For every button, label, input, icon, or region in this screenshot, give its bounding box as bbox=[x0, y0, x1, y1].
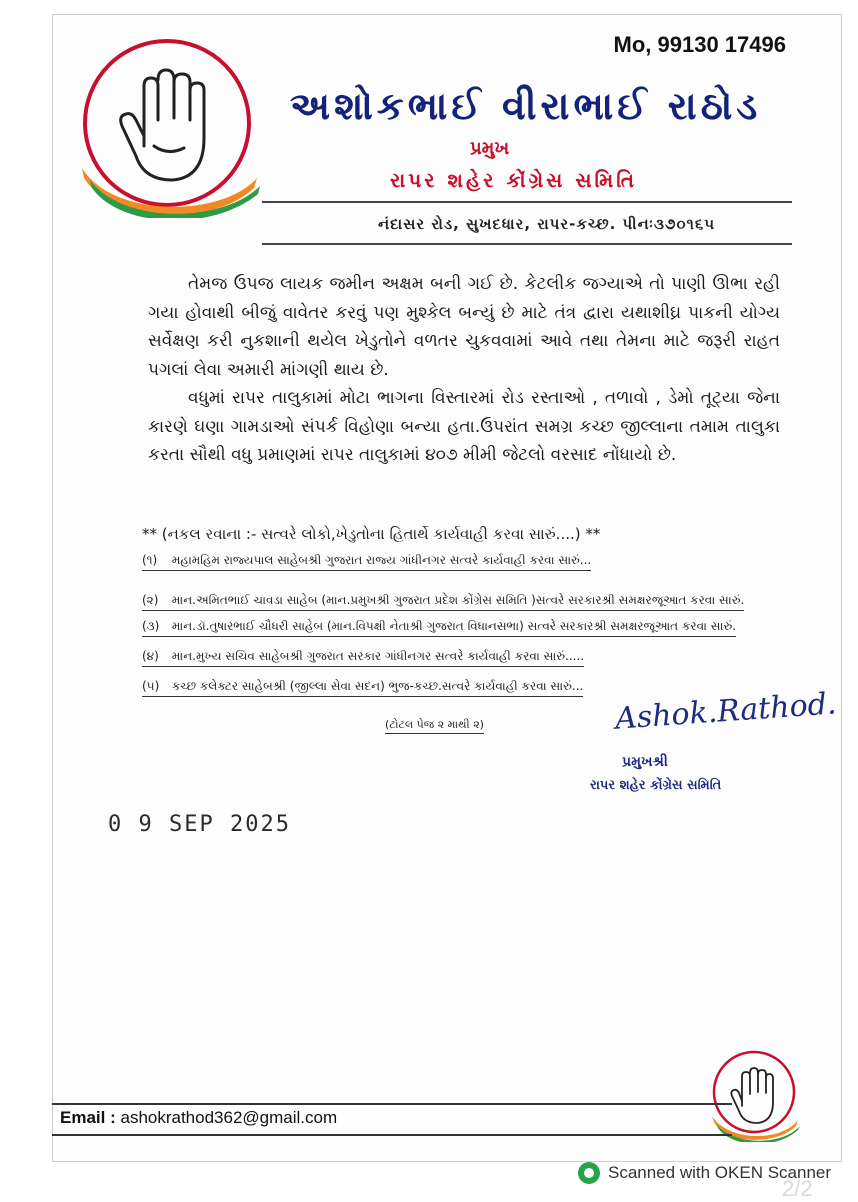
body-paragraph-1: તેમજ ઉપજ લાયક જમીન અક્ષમ બની ગઈ છે. કેટલીક જગ્યાએ તો પાણી ઊભા રહી ગયા હોવાથી બીજું વાવેતર કરવું પણ મુશ્કેલ બન્યું છે માટે તંત્ર દ્વારા યથાશીઘ્ર પાકની યોગ્ય સર્વેક્ષણ કરી નુકશાની થયેલ ખેડુતોને વળતર ચુકવવામાં આવે તથા તેમના માટે જરૂરી રાહત પગલાં લેવા અમારી માંગણી થાય છે. bbox=[148, 274, 780, 380]
cc-item-number: (૧) bbox=[142, 553, 158, 567]
cc-item-number: (૩) bbox=[142, 619, 160, 633]
cc-item-text: કચ્છ કલેક્ટર સાહેબશ્રી (જીલ્લા સેવા સદન) ભુજ-કચ્છ.સત્વરે કાર્યવાહી કરવા સારું... bbox=[171, 679, 584, 693]
cc-item-number: (૫) bbox=[142, 679, 160, 693]
oken-scanner-icon bbox=[578, 1162, 600, 1184]
cc-item-4 bbox=[142, 649, 584, 667]
signatory-title: પ્રમુખશ્રી bbox=[622, 754, 668, 770]
scanner-text: Scanned with OKEN Scanner bbox=[608, 1163, 832, 1182]
cc-item-text: માન.ડૉ.તુષારભાઈ ચૌધરી સાહેબ (માન.વિપક્ષી નેતાશ્રી ગુજરાત વિધાનસભા) સત્વરે સરકારશ્રી સમક્ષરજૂઆત કરવા સારું. bbox=[171, 619, 737, 633]
cc-item-text: માન.મુખ્ય સચિવ સાહેબશ્રી ગુજરાત સરકાર ગાંધીનગર સત્વરે કાર્યવાહી કરવા સારું..... bbox=[171, 649, 585, 663]
signatory-organization: રાપર શહેર કોંગ્રેસ સમિતિ bbox=[590, 778, 722, 793]
congress-hand-logo-icon bbox=[72, 28, 262, 218]
divider bbox=[262, 201, 792, 203]
page-count: 2/2 bbox=[782, 1176, 813, 1201]
cc-item-text: માન.અમિતભાઈ ચાવડા સાહેબ (માન.પ્રમુખશ્રી ગુજરાત પ્રદેશ કોંગ્રેસ સમિતિ )સત્વરે સરકારશ્રી સમક્ષરજૂઆત કરવા સારું. bbox=[171, 593, 745, 607]
cc-item-1 bbox=[142, 553, 591, 571]
cc-item-number: (૪) bbox=[142, 649, 159, 663]
organization-name: રાપર શહેર કોંગ્રેસ સમિતિ bbox=[390, 168, 637, 192]
total-pages-note: (ટોટલ પેજ ૨ માથી ૨) bbox=[385, 718, 484, 734]
email-label: Email : bbox=[60, 1108, 116, 1127]
cc-item-text: મહામહિમ રાજ્યપાલ સાહેબશ્રી ગુજરાત રાજ્ય ગાંધીનગર સત્વરે કાર્યવાહી કરવા સારું... bbox=[171, 553, 592, 567]
body-paragraph-2: વધુમાં રાપર તાલુકામાં મોટા ભાગના વિસ્તારમાં રોડ રસ્તાઓ , તળાવો , ડેમો તૂટ્યા જેના કારણે ઘણા ગામડાઓ સંપર્ક વિહોણા બન્યા હતા.ઉપરાંત સમગ્ર કચ્છ જીલ્લાના તમામ તાલુકા કરતા સૌથી વધુ પ્રમાણમાં રાપર તાલુકામાં ૪૦૭ મીમી જેટલો વરસાદ નોંધાયો છે. bbox=[148, 388, 780, 465]
cc-heading: ** (નકલ રવાના :- સત્વરે લોકો,ખેડુતોના હિતાર્થે કાર્યવાહી કરવા સારું....) ** bbox=[142, 525, 601, 543]
signature: Ashok.Rathod. bbox=[614, 686, 838, 737]
sender-name: અશોકભાઈ વીરાભાઈ રાઠોડ bbox=[290, 84, 762, 128]
divider bbox=[52, 1103, 732, 1105]
date-stamp: 0 9 SEP 2025 bbox=[108, 812, 291, 837]
cc-item-5 bbox=[142, 679, 583, 697]
divider bbox=[262, 243, 792, 245]
divider bbox=[52, 1134, 732, 1136]
congress-hand-logo-icon bbox=[706, 1046, 802, 1142]
cc-item-3 bbox=[142, 619, 736, 637]
email-line bbox=[60, 1108, 337, 1128]
mobile-number: Mo, 99130 17496 bbox=[613, 32, 786, 57]
cc-item-2 bbox=[142, 593, 744, 611]
letter-body bbox=[148, 270, 780, 470]
email-address: ashokrathod362@gmail.com bbox=[120, 1108, 338, 1127]
address-line: નંદાસર રોડ, સુખદધાર, રાપર-કચ્છ. પીનઃ૩૭૦૧૬૫ bbox=[378, 215, 716, 233]
cc-item-number: (૨) bbox=[142, 593, 159, 607]
sender-post: પ્રમુખ bbox=[470, 138, 510, 159]
